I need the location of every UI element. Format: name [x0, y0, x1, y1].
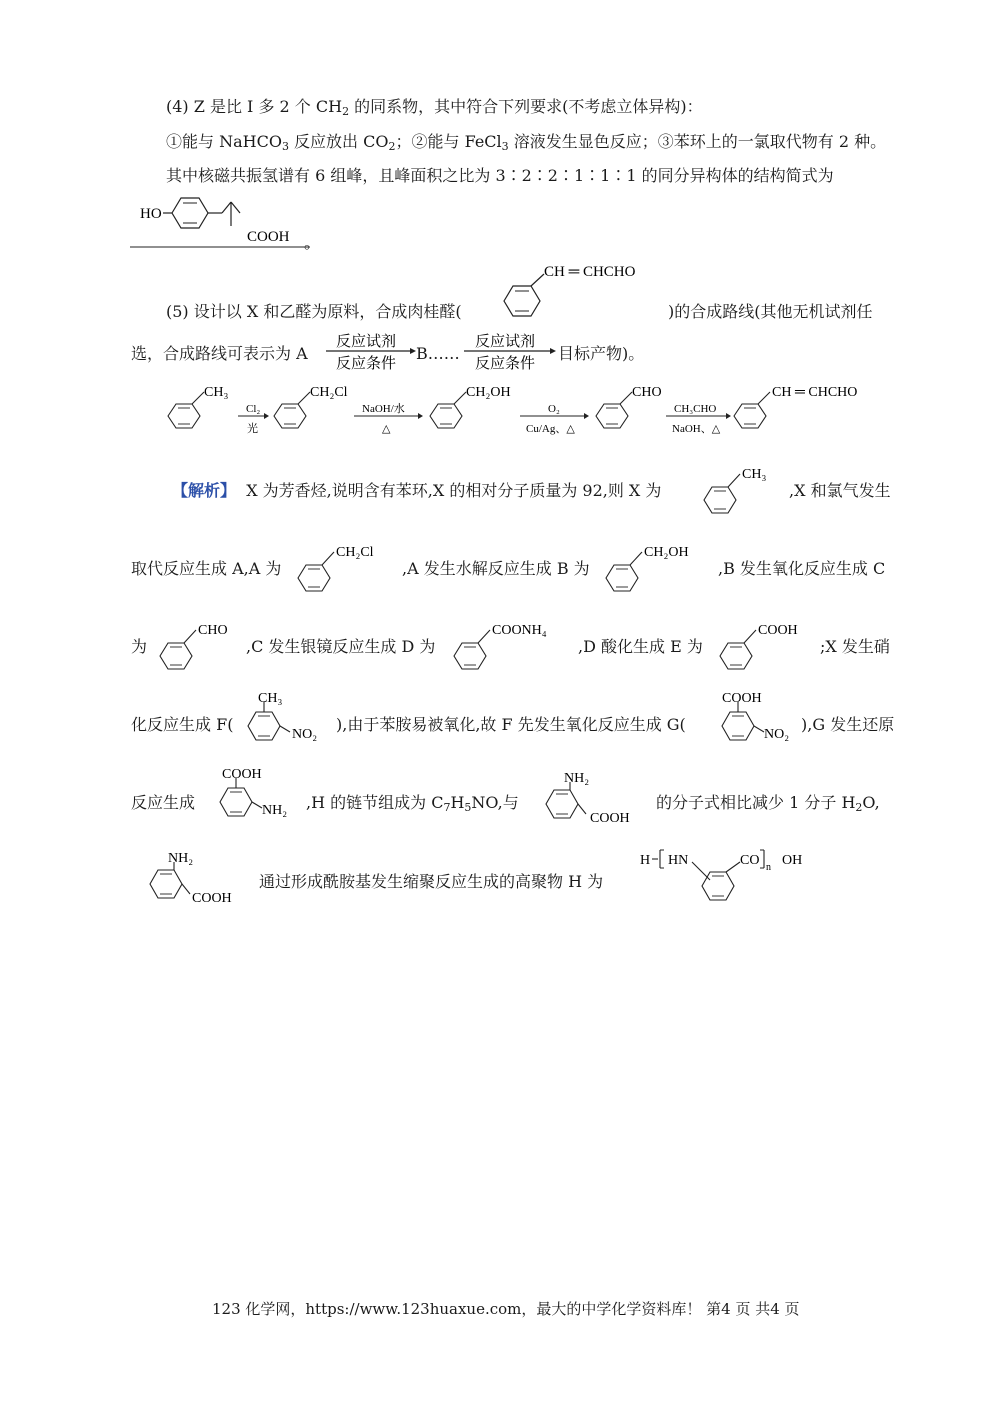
route-step-2 — [274, 385, 348, 428]
q4-answer-structure — [130, 190, 330, 252]
mol-anthranilic-acid-1 — [204, 764, 308, 834]
analysis-row4-a: 化反应生成 F( — [131, 715, 234, 734]
q5-cinnamaldehyde — [494, 256, 674, 326]
mol-polymer-h — [636, 846, 836, 916]
svg-text:CH₂OH: CH₂OH — [466, 385, 511, 400]
analysis-row3-c: ,D 酸化生成 E 为 — [578, 637, 703, 656]
mol-anthranilic-acid-3 — [134, 848, 258, 914]
route-arrow-1 — [238, 403, 269, 435]
svg-text:COONH₄: COONH₄ — [492, 623, 547, 638]
svg-text:CH ═ CHCHO: CH ═ CHCHO — [772, 385, 858, 400]
svg-text:反应试剂: 反应试剂 — [336, 334, 397, 350]
svg-text:COOH: COOH — [722, 691, 762, 706]
mol-anthranilic-acid-2 — [530, 768, 654, 834]
svg-text:NH₂: NH₂ — [168, 851, 194, 866]
svg-text:CH₃: CH₃ — [258, 691, 283, 706]
mol-c-benzaldehyde — [152, 616, 248, 678]
svg-text:CH₃: CH₃ — [204, 385, 229, 400]
analysis-row4-c: ),G 发生还原 — [801, 715, 895, 734]
analysis-tag: 【解析】 — [172, 481, 237, 500]
route-step-3 — [430, 385, 511, 428]
svg-text:COOH: COOH — [758, 623, 798, 638]
analysis-row1-end: ,X 和氯气发生 — [789, 481, 891, 500]
analysis-row6: 通过形成酰胺基发生缩聚反应生成的高聚物 H 为 — [259, 872, 604, 891]
route-step-1 — [168, 385, 228, 428]
mol-e-benzoic-acid — [712, 616, 822, 678]
svg-text:CH₂Cl: CH₂Cl — [310, 385, 348, 400]
svg-text:NO₂: NO₂ — [292, 727, 318, 742]
route-step-4 — [596, 385, 662, 428]
analysis-row5-b: ,H 的链节组成为 $C_7H_5NO$,与 — [306, 793, 519, 814]
svg-text:NH₂: NH₂ — [262, 803, 288, 818]
svg-text:CH₂OH: CH₂OH — [644, 545, 689, 560]
svg-text:HN: HN — [668, 853, 689, 868]
analysis-row5-a: 反应生成 — [131, 793, 196, 812]
svg-text:反应条件: 反应条件 — [336, 356, 397, 372]
svg-text:CO: CO — [740, 853, 760, 868]
q4-line1: (4) Z 是比 I 多 2 个 $CH_2$ 的同系物，其中符合下列要求(不考虑立体异构)： — [166, 97, 703, 118]
q5-line2-mid: B…… — [416, 344, 460, 363]
q5-line2: 选，合成路线可表示为 A — [131, 344, 308, 363]
svg-text:反应条件: 反应条件 — [475, 356, 536, 372]
q4-answer-period: 。 — [304, 233, 321, 252]
analysis-row1: 【解析】 X 为芳香烃,说明含有苯环,X 的相对分子质量为 92,则 X 为 — [172, 481, 662, 500]
analysis-row3-d: ;X 发生硝 — [820, 637, 890, 656]
q5-line1-pre: (5) 设计以 X 和乙醛为原料，合成肉桂醛( — [166, 302, 462, 321]
svg-text:NO₂: NO₂ — [764, 727, 790, 742]
svg-text:反应试剂: 反应试剂 — [475, 334, 536, 350]
ho-label: HO — [140, 206, 162, 222]
svg-text:NaOH、△: NaOH、△ — [672, 423, 721, 435]
mol-a-benzyl-chloride — [290, 538, 400, 600]
svg-text:△: △ — [382, 423, 391, 435]
q5-generic-arrow-2 — [462, 329, 556, 373]
svg-text:CHO: CHO — [632, 385, 662, 400]
svg-text:Cl₂: Cl₂ — [246, 403, 261, 415]
svg-text:光: 光 — [247, 423, 258, 435]
svg-text:COOH: COOH — [222, 767, 262, 782]
svg-text:H: H — [640, 853, 651, 868]
page-footer: 123 化学网，https://www.123huaxue.com，最大的中学化学资料库！ 第4 页 共4 页 — [212, 1300, 800, 1318]
mol-d-ammonium-benzoate — [446, 616, 576, 678]
svg-text:COOH: COOH — [192, 891, 232, 906]
synthesis-route — [160, 378, 900, 442]
cooh-label: COOH — [247, 229, 290, 245]
svg-text:CH₂Cl: CH₂Cl — [336, 545, 374, 560]
analysis-row2-b: ,A 发生水解反应生成 B 为 — [402, 559, 590, 578]
svg-text:CH₃: CH₃ — [742, 467, 767, 482]
mol-x-toluene — [696, 460, 788, 522]
analysis-row2-a: 取代反应生成 A,A 为 — [131, 559, 282, 578]
q5-line2-post: 目标产物)。 — [558, 344, 645, 363]
svg-text:n: n — [766, 862, 771, 873]
route-arrow-4 — [666, 403, 731, 435]
mol-f-nitrotoluene — [232, 688, 338, 758]
svg-text:NaOH/水: NaOH/水 — [362, 403, 405, 415]
q4-line3: 其中核磁共振氢谱有 6 组峰，且峰面积之比为 3∶2∶2∶1∶1∶1 的同分异构体的结构简式为 — [166, 166, 834, 185]
mol-g-nitrobenzoic-acid — [706, 688, 806, 758]
mol-b-benzyl-alcohol — [598, 538, 718, 600]
route-step-5 — [734, 385, 857, 428]
route-arrow-2 — [354, 401, 423, 435]
analysis-row2-c: ,B 发生氧化反应生成 C — [718, 559, 886, 578]
svg-text:CH₃CHO: CH₃CHO — [674, 403, 717, 415]
analysis-row3-a: 为 — [131, 637, 148, 656]
svg-text:COOH: COOH — [590, 811, 630, 826]
svg-text:CH ═ CHCHO: CH ═ CHCHO — [544, 264, 636, 280]
q5-generic-arrow-1 — [324, 329, 416, 373]
route-arrow-3 — [520, 403, 589, 435]
analysis-row5-c: 的分子式相比减少 1 分子 $H_2O$, — [656, 793, 880, 814]
analysis-row4-b: ),由于苯胺易被氧化,故 F 先发生氧化反应生成 G( — [336, 715, 686, 734]
q5-line1-post: )的合成路线(其他无机试剂任 — [668, 302, 873, 321]
q4-line2: ①能与 NaHCO$_3$ 反应放出 $CO_2$；②能与 FeCl$_3$ 溶液发生显色反应；③苯环上的一氯取代物有 2 种。 — [166, 132, 887, 153]
svg-text:O₂: O₂ — [548, 403, 560, 415]
svg-text:OH: OH — [782, 853, 803, 868]
svg-text:Cu/Ag、△: Cu/Ag、△ — [526, 423, 575, 435]
analysis-row3-b: ,C 发生银镜反应生成 D 为 — [246, 637, 436, 656]
svg-text:CHO: CHO — [198, 623, 228, 638]
svg-text:NH₂: NH₂ — [564, 771, 590, 786]
